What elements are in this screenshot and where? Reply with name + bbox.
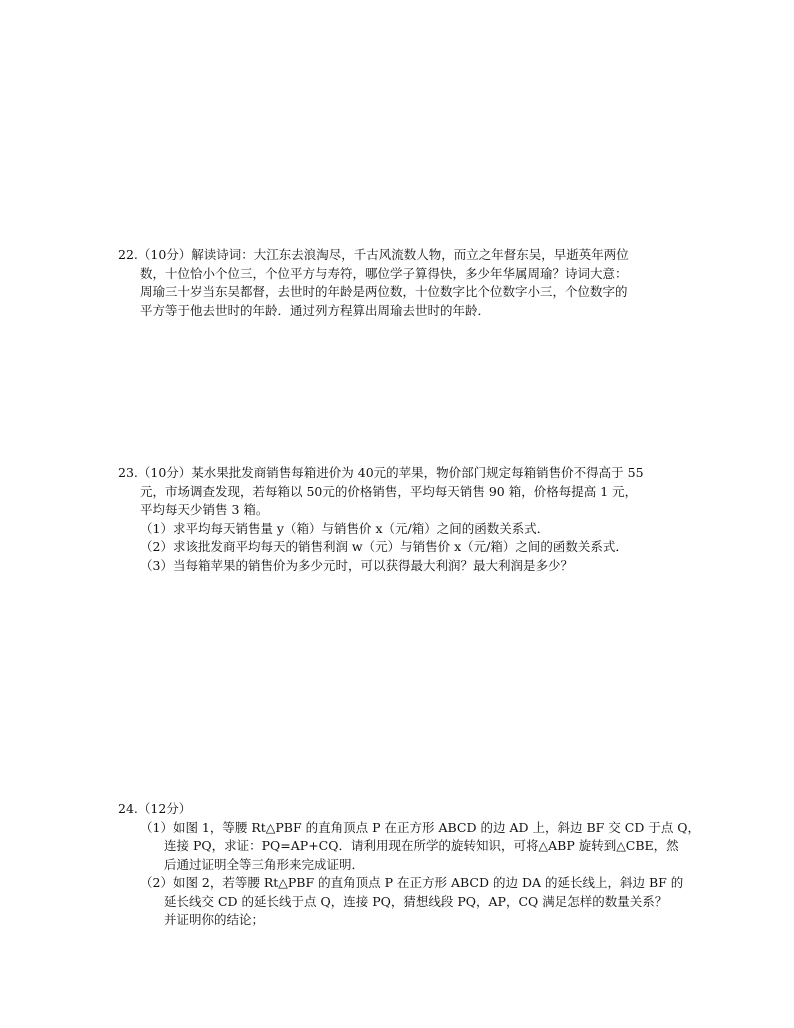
sub-question-3: （3）当每箱苹果的销售价为多少元时，可以获得最大利润？最大利润是多少？ [140,557,573,573]
question-line: 元，市场调查发现，若每箱以 50元的价格销售，平均每天销售 90 箱，价格每提高 1 元， [140,483,638,499]
question-24 [118,800,701,930]
question-line: 平均每天少销售 3 箱。 [140,502,269,517]
question-heading: 24.（12分） [118,801,192,816]
sub-question-2: （2）求该批发商平均每天的销售利润 w（元）与销售价 x（元/箱）之间的函数关系式． [140,539,628,554]
question-line: 平方等于他去世时的年龄．通过列方程算出周瑜去世时的年龄． [140,302,491,318]
sub-question-line: 连接 PQ，求证：PQ=AP+CQ．请利用现在所学的旋转知识，可将△ABP 旋转到△CBE，然 [164,838,679,853]
question-22 [118,246,678,320]
question-line: 22.（10分）解读诗词：大江东去浪淘尽，千古风流数人物，而立之年督东吴，早逝英年两位 [118,247,629,262]
sub-question-2: （2）如图 2，若等腰 Rt△PBF 的直角顶点 P 在正方形 ABCD 的边 DA 的延长线上，斜边 BF 的 [140,875,684,890]
question-23 [118,464,678,575]
sub-question-line: 延长线交 CD 的延长线于点 Q，连接 PQ，猜想线段 PQ，AP，CQ 满足怎样的数量关系？ [164,893,668,909]
question-line: 23.（10分）某水果批发商销售每箱进价为 40元的苹果，物价部门规定每箱销售价不得高于 55 [118,465,644,480]
sub-question-1: （1）求平均每天销售量 y（箱）与销售价 x（元/箱）之间的函数关系式． [140,520,550,536]
question-line: 周瑜三十岁当东吴都督，去世时的年龄是两位数，十位数字比个位数字小三，个位数字的 [140,284,628,299]
sub-question-1: （1）如图 1，等腰 Rt△PBF 的直角顶点 P 在正方形 ABCD 的边 AD 上，斜边 BF 交 CD 于点 Q， [140,819,701,835]
sub-question-line: 后通过证明全等三角形来完成证明． [164,856,365,872]
question-line: 数，十位恰小个位三，个位平方与寿符，哪位学子算得快，多少年华属周瑜？诗词大意： [140,265,628,281]
sub-question-line: 并证明你的结论； [164,912,265,927]
